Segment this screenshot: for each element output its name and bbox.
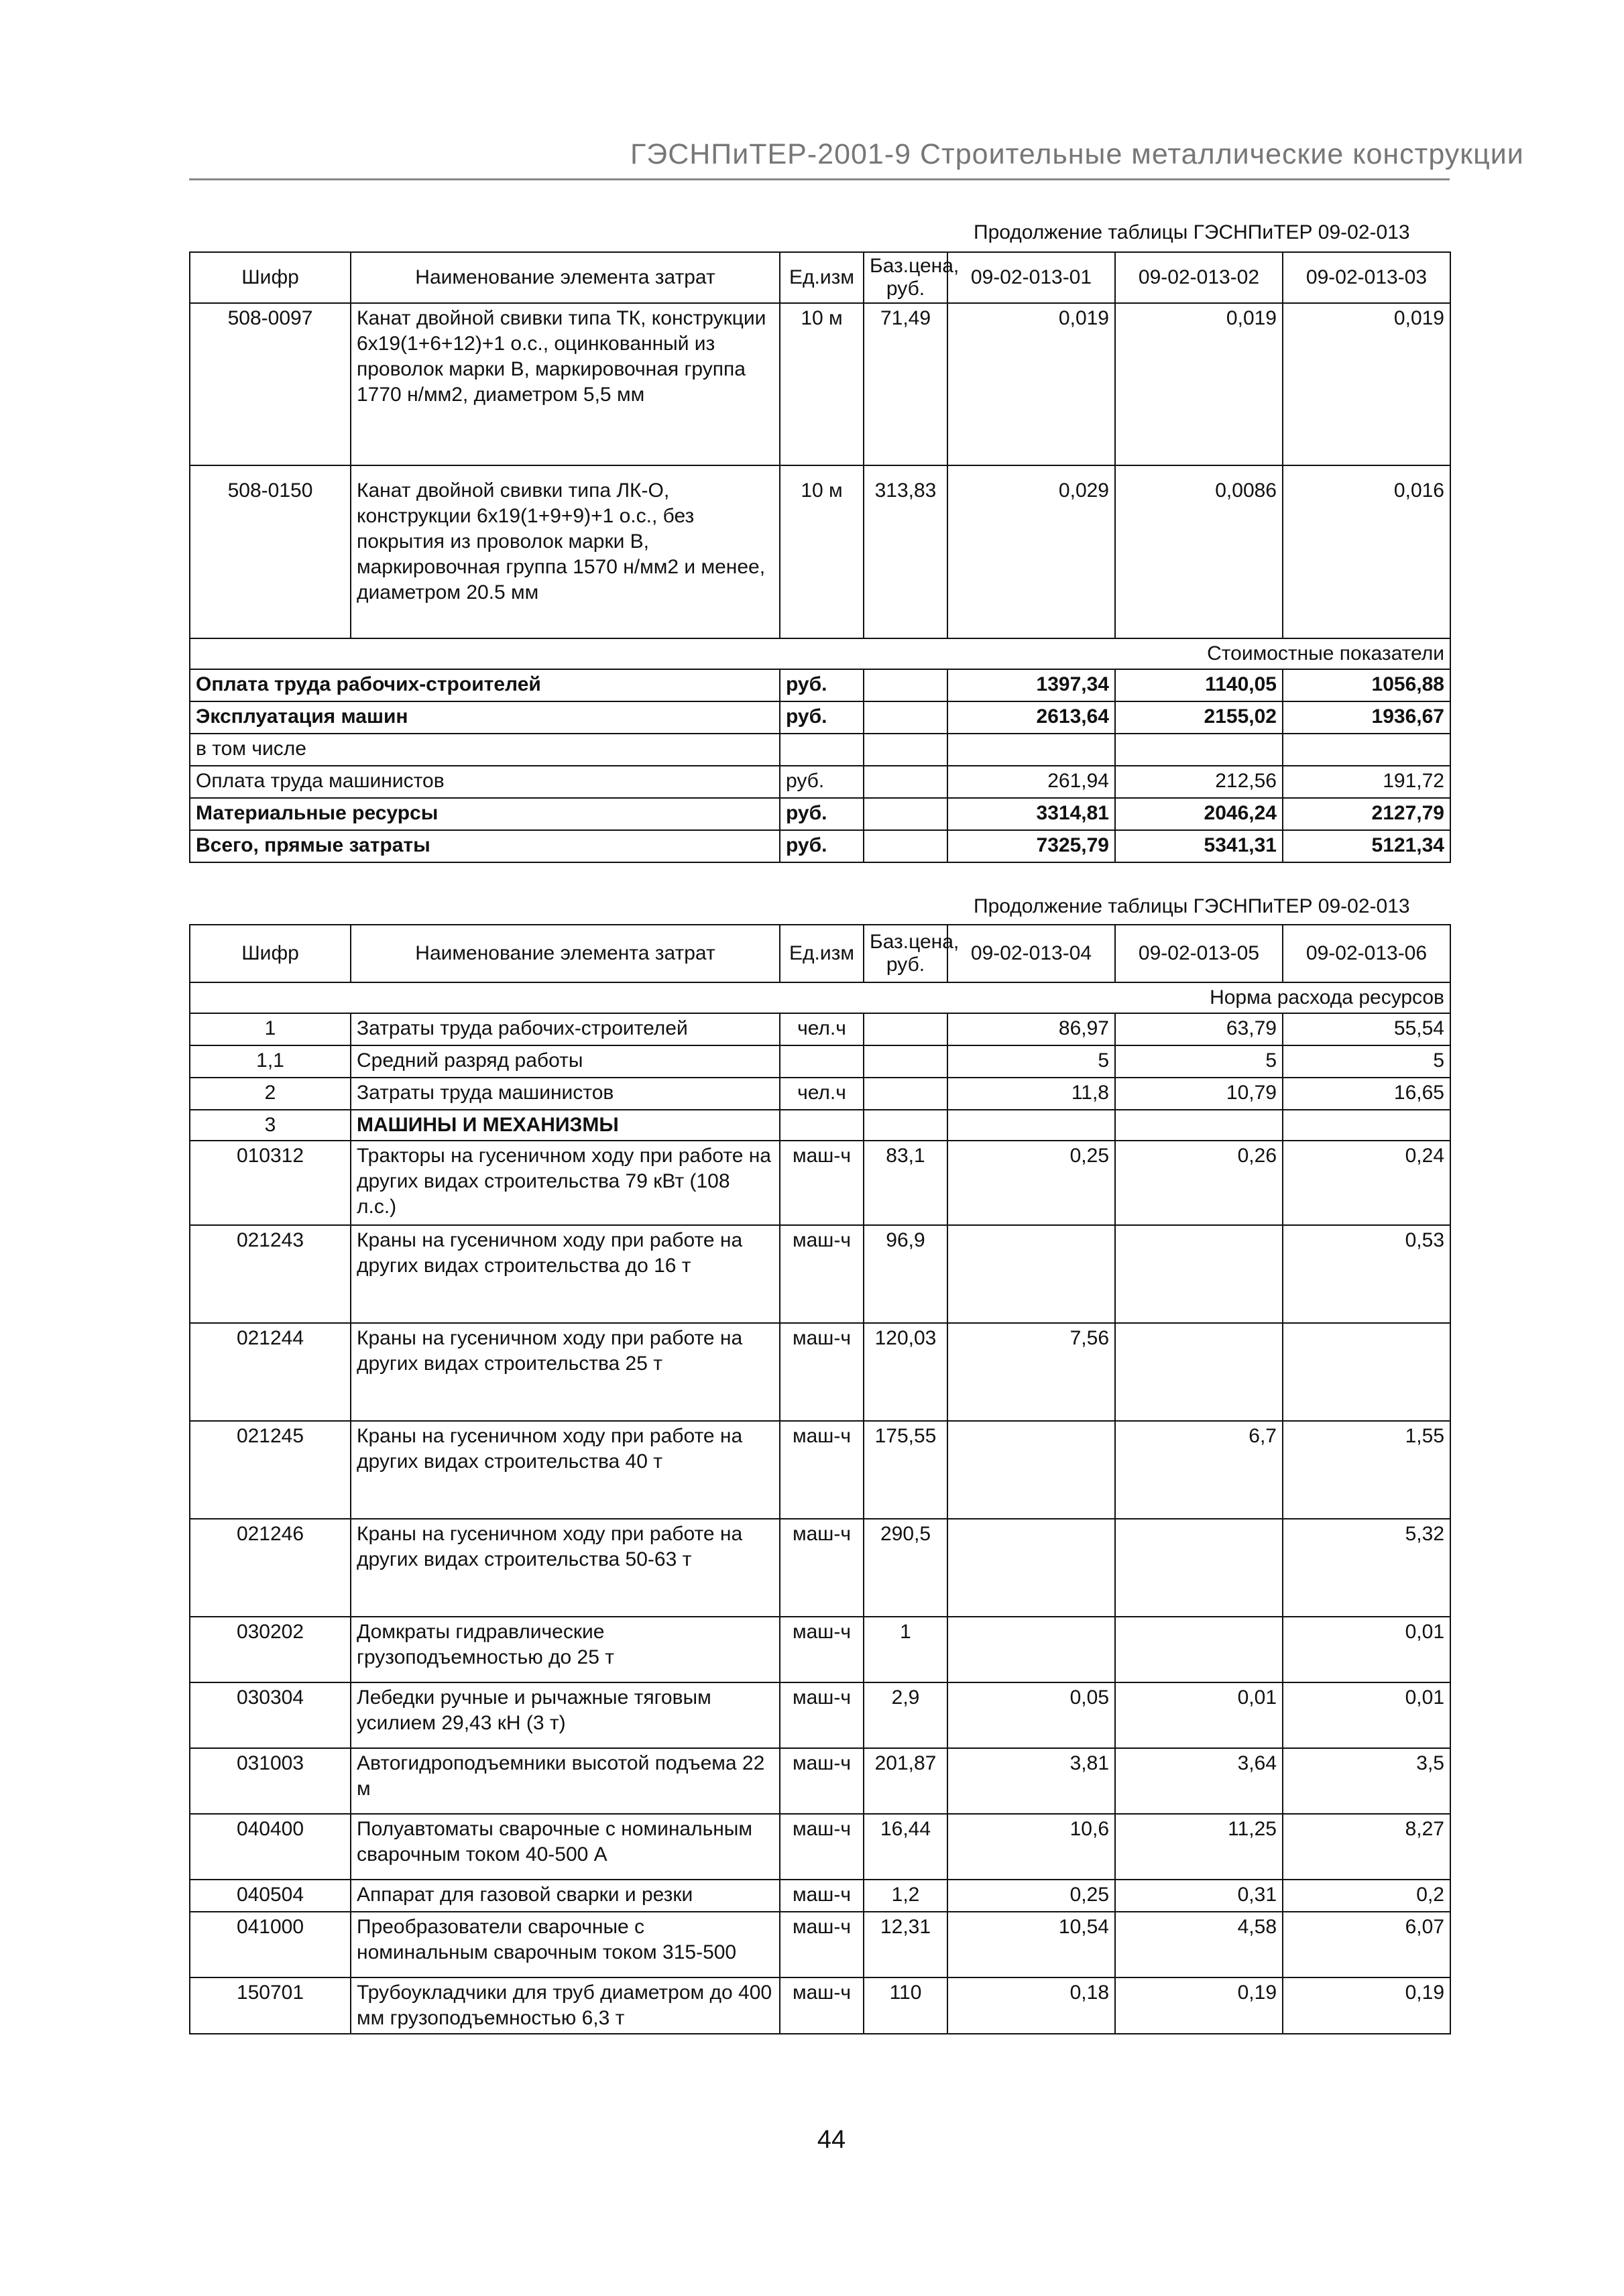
row-name: Преобразователи сварочные с номинальным сварочным током 315-500 — [351, 1912, 780, 1977]
cost-unit: руб. — [780, 798, 864, 830]
col-unit: Ед.изм — [780, 925, 864, 982]
cost-value: 1936,67 — [1283, 701, 1450, 734]
row-price: 1 — [864, 1617, 947, 1682]
cost-price — [864, 734, 947, 766]
row-value: 0,25 — [947, 1880, 1115, 1912]
row-value — [1283, 1323, 1450, 1421]
row-value: 0,53 — [1283, 1225, 1450, 1323]
row-value: 5 — [1283, 1045, 1450, 1078]
row-value: 6,07 — [1283, 1912, 1450, 1977]
row-name: Аппарат для газовой сварки и резки — [351, 1880, 780, 1912]
table-row — [190, 1323, 1450, 1421]
row-price: 16,44 — [864, 1814, 947, 1880]
row-name: Краны на гусеничном ходу при работе на других видах строительства 40 т — [351, 1421, 780, 1519]
row-value: 0,019 — [1115, 303, 1283, 465]
row-value — [947, 1519, 1115, 1617]
row-value: 0,0086 — [1115, 465, 1283, 638]
table-row — [190, 1682, 1450, 1748]
row-code: 041000 — [190, 1912, 351, 1977]
row-name: Краны на гусеничном ходу при работе на других видах строительства 50-63 т — [351, 1519, 780, 1617]
row-name: Тракторы на гусеничном ходу при работе на других видах строительства 79 кВт (108 л.с.) — [351, 1141, 780, 1225]
cost-value: 2613,64 — [947, 701, 1115, 734]
row-value: 0,18 — [947, 1977, 1115, 2034]
row-price — [864, 1078, 947, 1110]
row-price: 201,87 — [864, 1748, 947, 1814]
row-value: 55,54 — [1283, 1013, 1450, 1045]
table-row — [190, 1977, 1450, 2034]
cost-price — [864, 669, 947, 701]
row-value: 3,5 — [1283, 1748, 1450, 1814]
table-row — [190, 465, 1450, 638]
col-rate-04: 09-02-013-04 — [947, 925, 1115, 982]
row-value — [947, 1225, 1115, 1323]
col-rate-06: 09-02-013-06 — [1283, 925, 1450, 982]
row-value: 10,79 — [1115, 1078, 1283, 1110]
table-row — [190, 1110, 1450, 1141]
row-value: 11,8 — [947, 1078, 1115, 1110]
row-unit: маш-ч — [780, 1141, 864, 1225]
table-row — [190, 1078, 1450, 1110]
cost-value: 261,94 — [947, 766, 1115, 798]
table2-caption: Продолжение таблицы ГЭСНПиТЕР 09-02-013 — [974, 895, 1410, 917]
row-value: 0,19 — [1283, 1977, 1450, 2034]
row-code: 150701 — [190, 1977, 351, 2034]
row-unit: маш-ч — [780, 1682, 864, 1748]
row-unit: маш-ч — [780, 1880, 864, 1912]
col-code: Шифр — [190, 925, 351, 982]
cost-value: 191,72 — [1283, 766, 1450, 798]
row-price — [864, 1045, 947, 1078]
row-unit: 10 м — [780, 465, 864, 638]
col-name: Наименование элемента затрат — [351, 252, 780, 303]
row-unit: маш-ч — [780, 1748, 864, 1814]
row-value: 0,05 — [947, 1682, 1115, 1748]
table-row — [190, 798, 1450, 830]
row-value: 86,97 — [947, 1013, 1115, 1045]
row-name: Домкраты гидравлические грузоподъемностью до 25 т — [351, 1617, 780, 1682]
row-name: Затраты труда машинистов — [351, 1078, 780, 1110]
row-unit: маш-ч — [780, 1814, 864, 1880]
row-code: 508-0150 — [190, 465, 351, 638]
row-name: Средний разряд работы — [351, 1045, 780, 1078]
cost-price — [864, 766, 947, 798]
cost-value: 7325,79 — [947, 830, 1115, 862]
row-code: 030304 — [190, 1682, 351, 1748]
row-value: 4,58 — [1115, 1912, 1283, 1977]
table-row — [190, 830, 1450, 862]
row-price: 83,1 — [864, 1141, 947, 1225]
cost-name: Материальные ресурсы — [190, 798, 780, 830]
cost-value: 5121,34 — [1283, 830, 1450, 862]
row-value: 0,019 — [947, 303, 1115, 465]
row-price: 12,31 — [864, 1912, 947, 1977]
row-name: Канат двойной свивки типа ЛК-О, конструкции 6х19(1+9+9)+1 о.с., без покрытия из проволок марки В, маркировочная группа 1570 н/мм2 и менее, диаметром 20.5 мм — [351, 465, 780, 638]
row-value: 3,81 — [947, 1748, 1115, 1814]
col-rate-02: 09-02-013-02 — [1115, 252, 1283, 303]
col-price: Баз.цена, руб. — [864, 252, 947, 303]
cost-name: Оплата труда машинистов — [190, 766, 780, 798]
cost-value: 212,56 — [1115, 766, 1283, 798]
cost-unit: руб. — [780, 701, 864, 734]
row-unit: чел.ч — [780, 1013, 864, 1045]
cost-value: 3314,81 — [947, 798, 1115, 830]
table-row — [190, 701, 1450, 734]
table-row — [190, 1519, 1450, 1617]
row-value: 0,25 — [947, 1141, 1115, 1225]
table2 — [189, 924, 1451, 2034]
row-name: Краны на гусеничном ходу при работе на других видах строительства 25 т — [351, 1323, 780, 1421]
row-price: 290,5 — [864, 1519, 947, 1617]
row-value — [947, 1421, 1115, 1519]
row-value: 16,65 — [1283, 1078, 1450, 1110]
table-row — [190, 1617, 1450, 1682]
col-name: Наименование элемента затрат — [351, 925, 780, 982]
row-value: 63,79 — [1115, 1013, 1283, 1045]
table-row — [190, 1045, 1450, 1078]
row-unit: маш-ч — [780, 1912, 864, 1977]
row-code: 021246 — [190, 1519, 351, 1617]
cost-unit — [780, 734, 864, 766]
row-price: 1,2 — [864, 1880, 947, 1912]
row-unit: чел.ч — [780, 1078, 864, 1110]
col-price: Баз.цена, руб. — [864, 925, 947, 982]
row-price: 175,55 — [864, 1421, 947, 1519]
section-row — [190, 638, 1450, 669]
row-name: Автогидроподъемники высотой подъема 22 м — [351, 1748, 780, 1814]
row-value: 0,01 — [1283, 1617, 1450, 1682]
machines-code: 3 — [190, 1110, 351, 1141]
row-value: 0,26 — [1115, 1141, 1283, 1225]
row-price — [864, 1013, 947, 1045]
cost-value — [1115, 734, 1283, 766]
row-code: 040504 — [190, 1880, 351, 1912]
row-value: 0,2 — [1283, 1880, 1450, 1912]
row-name: Лебедки ручные и рычажные тяговым усилием 29,43 кН (3 т) — [351, 1682, 780, 1748]
col-unit: Ед.изм — [780, 252, 864, 303]
row-code: 2 — [190, 1078, 351, 1110]
row-value — [1115, 1617, 1283, 1682]
row-name: Краны на гусеничном ходу при работе на других видах строительства до 16 т — [351, 1225, 780, 1323]
cost-price — [864, 830, 947, 862]
table-row — [190, 1814, 1450, 1880]
cost-name: Оплата труда рабочих-строителей — [190, 669, 780, 701]
col-rate-03: 09-02-013-03 — [1283, 252, 1450, 303]
col-rate-05: 09-02-013-05 — [1115, 925, 1283, 982]
row-unit: маш-ч — [780, 1323, 864, 1421]
row-value: 0,019 — [1283, 303, 1450, 465]
table-row — [190, 1912, 1450, 1977]
page-number: 44 — [817, 2126, 846, 2154]
row-code: 1 — [190, 1013, 351, 1045]
cost-name: Всего, прямые затраты — [190, 830, 780, 862]
row-code: 021244 — [190, 1323, 351, 1421]
col-code: Шифр — [190, 252, 351, 303]
row-unit: маш-ч — [780, 1519, 864, 1617]
cost-value — [947, 734, 1115, 766]
cost-unit: руб. — [780, 766, 864, 798]
row-value: 5,32 — [1283, 1519, 1450, 1617]
cost-value: 2127,79 — [1283, 798, 1450, 830]
table1-caption: Продолжение таблицы ГЭСНПиТЕР 09-02-013 — [974, 221, 1410, 243]
row-price: 2,9 — [864, 1682, 947, 1748]
cost-value: 2046,24 — [1115, 798, 1283, 830]
row-value: 5 — [1115, 1045, 1283, 1078]
row-unit: маш-ч — [780, 1225, 864, 1323]
row-price: 71,49 — [864, 303, 947, 465]
table-row — [190, 734, 1450, 766]
table-row — [190, 1013, 1450, 1045]
row-name: Затраты труда рабочих-строителей — [351, 1013, 780, 1045]
header-rule — [189, 178, 1450, 180]
table-row — [190, 1225, 1450, 1323]
row-name: Полуавтоматы сварочные с номинальным сварочным током 40-500 А — [351, 1814, 780, 1880]
row-code: 508-0097 — [190, 303, 351, 465]
row-value: 5 — [947, 1045, 1115, 1078]
table-row — [190, 1748, 1450, 1814]
col-rate-01: 09-02-013-01 — [947, 252, 1115, 303]
cost-price — [864, 701, 947, 734]
row-value: 3,64 — [1115, 1748, 1283, 1814]
cost-value: 2155,02 — [1115, 701, 1283, 734]
cost-value: 5341,31 — [1115, 830, 1283, 862]
row-value: 0,01 — [1283, 1682, 1450, 1748]
row-value — [1115, 1323, 1283, 1421]
row-value: 6,7 — [1115, 1421, 1283, 1519]
row-value — [947, 1617, 1115, 1682]
row-code: 031003 — [190, 1748, 351, 1814]
cost-value: 1056,88 — [1283, 669, 1450, 701]
row-code: 1,1 — [190, 1045, 351, 1078]
table-row — [190, 1141, 1450, 1225]
row-name: Канат двойной свивки типа ТК, конструкции 6х19(1+6+12)+1 о.с., оцинкованный из проволок марки В, маркировочная группа 1770 н/мм2, диаметром 5,5 мм — [351, 303, 780, 465]
table-row — [190, 669, 1450, 701]
row-value: 11,25 — [1115, 1814, 1283, 1880]
machines-body — [190, 1141, 1450, 2034]
table-row — [190, 766, 1450, 798]
row-price: 110 — [864, 1977, 947, 2034]
cost-name: Эксплуатация машин — [190, 701, 780, 734]
cost-value: 1140,05 — [1115, 669, 1283, 701]
row-value — [1115, 1225, 1283, 1323]
row-code: 021245 — [190, 1421, 351, 1519]
row-code: 010312 — [190, 1141, 351, 1225]
table1 — [189, 251, 1451, 863]
row-name: Трубоукладчики для труб диаметром до 400 мм грузоподъемностью 6,3 т — [351, 1977, 780, 2034]
row-value: 1,55 — [1283, 1421, 1450, 1519]
row-value: 10,6 — [947, 1814, 1115, 1880]
cost-unit: руб. — [780, 669, 864, 701]
cost-price — [864, 798, 947, 830]
row-value: 0,029 — [947, 465, 1115, 638]
row-value: 0,016 — [1283, 465, 1450, 638]
row-unit: маш-ч — [780, 1421, 864, 1519]
row-value: 10,54 — [947, 1912, 1115, 1977]
row-unit: маш-ч — [780, 1617, 864, 1682]
row-value: 0,31 — [1115, 1880, 1283, 1912]
running-header: ГЭСНПиТЕР-2001-9 Строительные металлические конструкции — [630, 138, 1524, 170]
row-unit: 10 м — [780, 303, 864, 465]
table-row — [190, 303, 1450, 465]
cost-value — [1283, 734, 1450, 766]
cost-name: в том числе — [190, 734, 780, 766]
section-row — [190, 982, 1450, 1013]
row-value: 0,19 — [1115, 1977, 1283, 2034]
cost-unit: руб. — [780, 830, 864, 862]
section-label: Норма расхода ресурсов — [190, 982, 1450, 1013]
row-price: 120,03 — [864, 1323, 947, 1421]
machines-title: МАШИНЫ И МЕХАНИЗМЫ — [351, 1110, 780, 1141]
row-code: 021243 — [190, 1225, 351, 1323]
row-value: 8,27 — [1283, 1814, 1450, 1880]
row-price: 96,9 — [864, 1225, 947, 1323]
row-unit — [780, 1045, 864, 1078]
row-price: 313,83 — [864, 465, 947, 638]
section-label: Стоимостные показатели — [190, 638, 1450, 669]
table-row — [190, 1421, 1450, 1519]
row-value: 0,24 — [1283, 1141, 1450, 1225]
row-code: 030202 — [190, 1617, 351, 1682]
row-unit: маш-ч — [780, 1977, 864, 2034]
row-value — [1115, 1519, 1283, 1617]
row-code: 040400 — [190, 1814, 351, 1880]
row-value: 7,56 — [947, 1323, 1115, 1421]
cost-value: 1397,34 — [947, 669, 1115, 701]
table-row — [190, 1880, 1450, 1912]
row-value: 0,01 — [1115, 1682, 1283, 1748]
